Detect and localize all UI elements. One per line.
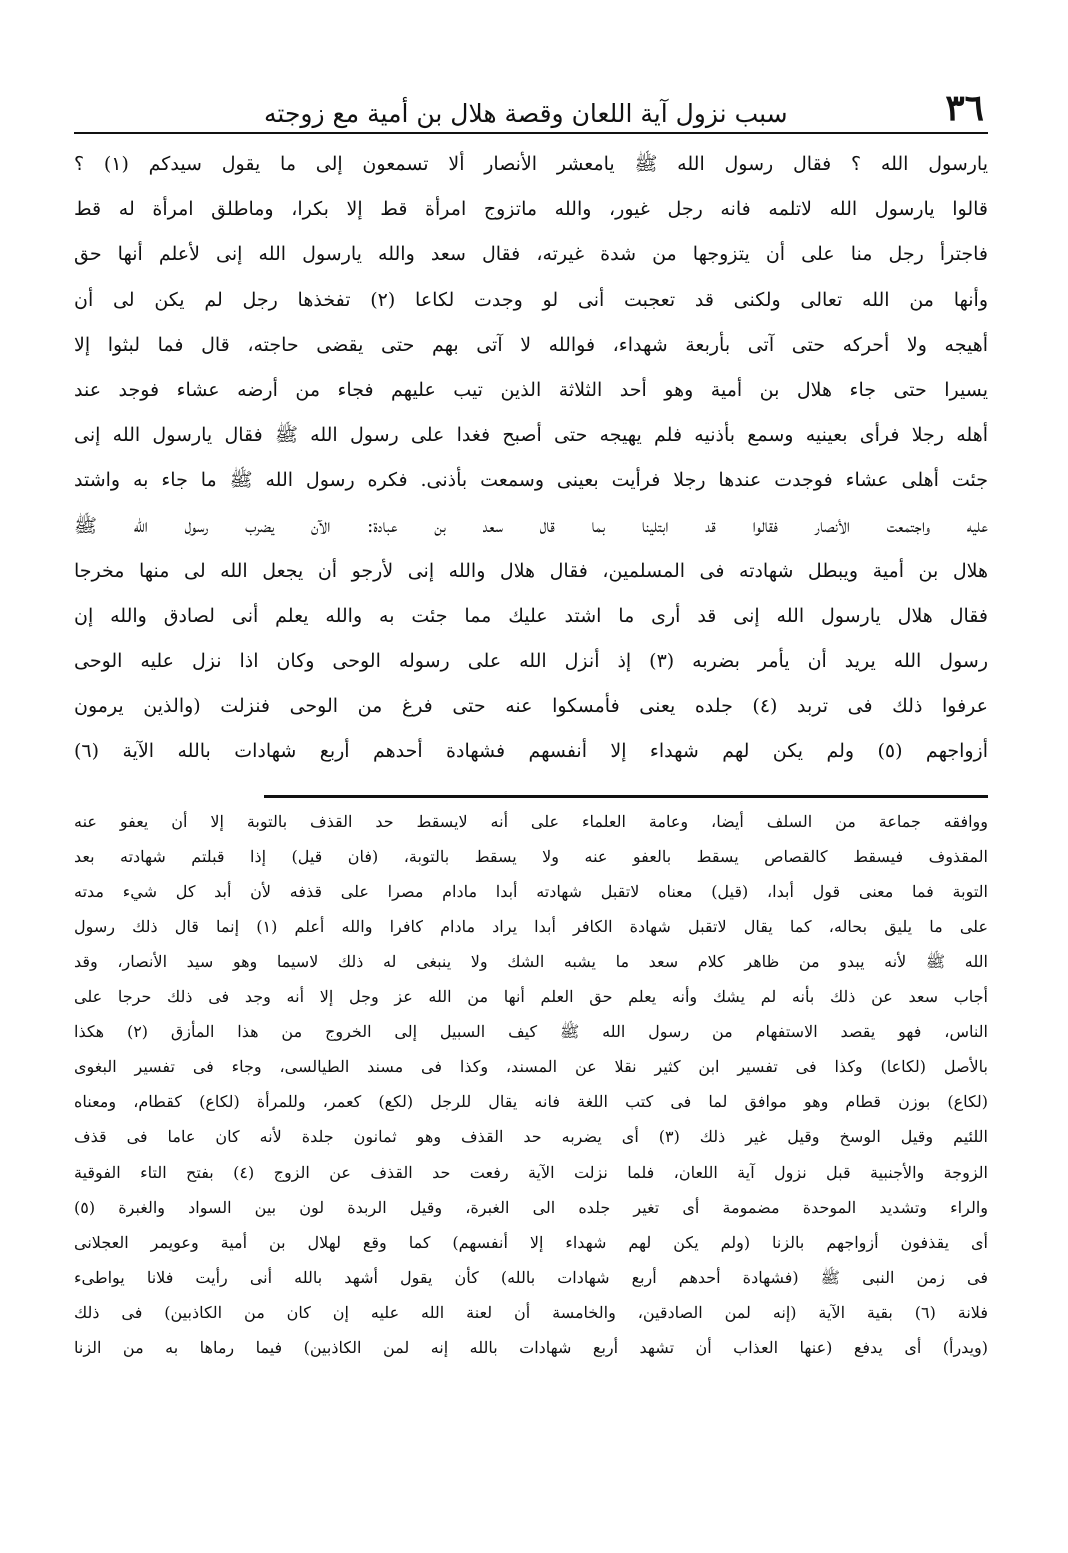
text-line: يسيرا حتى جاء هلال بن أمية وهو أحد الثلاثة الذين تيب عليهم فجاء من أرضه عشاء فوجد عند — [74, 378, 988, 401]
footnote-line: بالأصل (لكاعا) وكذا فى تفسير ابن كثير نقلا عن المسند، وكذا فى مسند الطيالسى، وجاء فى تفسير البغوى — [74, 1057, 988, 1077]
text-line: قالوا يارسول الله لاتلمه فانه رجل غيور، والله ماتزوج امرأة قط إلا بكرا، وماطلق امرأة له قط — [74, 198, 988, 221]
text-line: وأنها من الله تعالى ولكنى قد تعجبت أنى لو وجدت لكاعا (٢) تفخذها رجل لم يكن لى أن — [74, 288, 988, 311]
text-line: فاجترأ رجل منا على أن يتزوجها من شدة غيرته، فقال سعد والله يارسول الله إنى لأعلم أنها حق — [74, 243, 988, 266]
header-rule — [74, 132, 988, 134]
footnote-divider — [264, 795, 988, 798]
page-number: ٣٦ — [945, 87, 984, 129]
text-line: عليه واجتمعت الأنصار فقالوا قد ابتلينا بما قال سعد بن عبادة: الآن يضرب رسول الله ﷺ — [74, 514, 988, 537]
text-line: فقال هلال يارسول الله إنى قد أرى ما اشتد عليك مما جئت به والله يعلم أنى لصادق والله إن — [74, 604, 988, 627]
footnote-line: الله ﷺ لأنه يبدو من ظاهر كلام سعد ما يشبه الشك ولا ينبغى له ذلك لاسيما وهو سيد الأنصار، وقد — [74, 952, 988, 971]
footnotes — [74, 804, 988, 1366]
text-line: يارسول الله ؟ فقال رسول الله ﷺ يامعشر الأنصار ألا تسمعون إلى ما يقول سيدكم (١) ؟ — [74, 153, 988, 175]
footnote-line: اللئيم وقيل الوسخ وقيل غير ذلك (٣) أى يضربه حد القذف وهو ثمانون جلدة لأنه كان عاما فى قذف — [74, 1127, 988, 1147]
footnote-line: الزوجة والأجنبية قبل نزول آية اللعان، فلما نزلت الآية رفعت حد القذف عن الزوج (٤) بفتح التاء الفوقية — [74, 1162, 988, 1182]
page-header — [74, 78, 988, 129]
footnote-line: والراء وتشديد الموحدة مضمومة أى تغير جلده الى الغبرة، وقيل الربدة لون بين السواد والغبرة (٥) — [74, 1197, 988, 1217]
text-line: عرفوا ذلك فى تربد (٤) جلده يعنى فأمسكوا عنه حتى فرغ من الوحى فنزلت (والذين يرمون — [74, 695, 988, 718]
footnote-line: المقذوف فيسقط كالقصاص يسقط بالعفو عنه ولا يسقط بالتوبة، (فان قيل) إذا قبلتم شهادته بعد — [74, 846, 988, 866]
footnote-line: ووافقه جماعة من السلف أيضا، وعامة العلماء على أنه لايسقط حد القذف بالتوبة إلا أن يعفو عنه — [74, 811, 988, 831]
footnote-line: فلانة (٦) بقية الآية (إنه لمن الصادقين، والخامسة أن لعنة الله عليه إن كان من الكاذبين) فى ذلك — [74, 1302, 988, 1322]
text-line: هلال بن أمية ويبطل شهادته فى المسلمين، فقال هلال والله إنى لأرجو أن يجعل الله لى منها مخرجا — [74, 559, 988, 582]
footnote-line: (ويدرأ) أى يدفع (عنها العذاب أن تشهد أربع شهادات بالله إنه لمن الكاذبين) فيما رماها به من الزنا — [74, 1338, 988, 1358]
running-title: سبب نزول آية اللعان وقصة هلال بن أمية مع زوجته — [264, 99, 788, 128]
footnote-line: أى يقذفون أزواجهم بالزنا (ولم يكن لهم شهداء إلا أنفسهم) كما وقع لهلال بن أمية وعويمر العجلانى — [74, 1232, 988, 1252]
text-line: جئت أهلى عشاء فوجدت عندها رجلا فرأيت بعينى وسمعت بأذنى. فكره رسول الله ﷺ ما جاء به واشتد — [74, 469, 988, 492]
text-line: أزواجهم (٥) ولم يكن لهم شهداء إلا أنفسهم فشهادة أحدهم أربع شهادات بالله الآية (٦) — [74, 740, 988, 763]
footnote-line: التوبة فما معنى قول أبدا، (قيل) معناه لاتقبل شهادته أبدا مادام مصرا على قذفه لأن أبد كل شيء مدته — [74, 881, 988, 901]
footnote-line: على ما يليق بحاله، كما يقال لاتقبل شهادة الكافر أبدا يراد مادام كافرا والله أعلم (١) إنما قال ذلك رسول — [74, 916, 988, 936]
text-line: أهيجه ولا أحركه حتى آتى بأربعة شهداء، فوالله لا آتى بهم حتى يقضى حاجته، قال فما لبثوا إلا — [74, 333, 988, 356]
footnote-line: الناس، فهو يقصد الاستفهام من رسول الله ﷺ كيف السبيل إلى الخروج من هذا المأزق (٢) هكذا — [74, 1022, 988, 1042]
footnote-line: أجاب سعد عن ذلك بأنه لم يشك وأنه يعلم حق العلم أنها من الله عز وجل إلا أنه وجد فى ذلك حرجا على — [74, 987, 988, 1007]
footnote-line: فى زمن النبى ﷺ (فشهادة أحدهم أربع شهادات بالله) كأن يقول أشهد بالله أنى رأيت فلانا يواطىء — [74, 1267, 988, 1287]
footnote-line: (لكاع) بوزن قطام وهو موافق لما فى كتب اللغة فانه يقال للرجل (لكع) كعمر، وللمرأة (لكاع) كقطام، ومعناه — [74, 1092, 988, 1112]
text-line: رسول الله يريد أن يأمر بضربه (٣) إذ أنزل الله على رسوله الوحى وكان اذا نزل عليه الوحى — [74, 650, 988, 673]
main-text — [74, 142, 988, 775]
text-line: أهله رجلا فرأى بعينيه وسمع بأذنيه فلم يهيجه حتى أصبح فغدا على رسول الله ﷺ فقال يارسول الله إنى — [74, 424, 988, 447]
